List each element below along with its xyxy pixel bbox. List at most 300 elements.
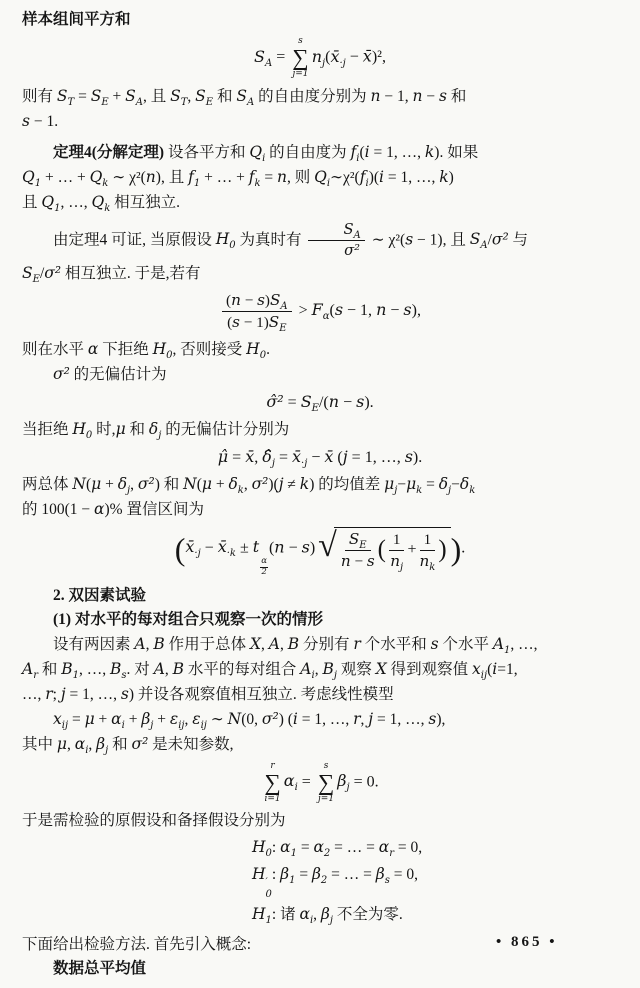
text-fragment: :: [271, 838, 281, 856]
proof-line-2: [22, 261, 618, 286]
text-fragment: +: [407, 541, 417, 559]
text-fragment: +: [94, 710, 112, 728]
math-variable: $\alpha_i$: [74, 734, 89, 756]
text-fragment: 1: [392, 530, 401, 548]
math-variable: $\mu_j$: [384, 474, 398, 496]
text-fragment: ,: [66, 735, 75, 753]
math-variable: k: [424, 142, 435, 161]
text-fragment: 1: [423, 530, 432, 548]
math-variable: n: [340, 551, 351, 570]
text-fragment: ) (: [278, 710, 293, 728]
text-reject-h0-estimates: [22, 417, 618, 442]
text-fragment: 不全为零.: [332, 905, 403, 923]
math-variable: $x̄_{\cdot j}$: [292, 446, 308, 469]
text-fragment: (: [487, 660, 493, 678]
text-fragment: 水平的每对组合: [184, 660, 301, 678]
math-variable: s: [334, 299, 344, 319]
text-fragment: ,: [164, 660, 173, 678]
math-variable: i: [379, 167, 384, 186]
math-variable: s: [257, 290, 265, 309]
math-variable: x̄: [245, 446, 255, 466]
text-fragment: ,: [184, 710, 193, 728]
math-variable: $S_A$: [269, 290, 288, 312]
text-fragment: =: [274, 448, 292, 466]
math-variable: n: [277, 167, 287, 186]
math-variable: N: [183, 474, 197, 493]
text-fragment: = … =: [327, 865, 376, 883]
fraction: [389, 530, 405, 571]
page-number: • 865 •: [496, 934, 558, 950]
math-variable: n: [370, 86, 381, 105]
heading-two-factor-experiment: [22, 584, 618, 608]
para-two-factors-line-3: [22, 682, 618, 707]
math-variable: s: [403, 299, 412, 319]
text-fragment: (0,: [241, 710, 262, 728]
text-confidence-interval-label: [22, 497, 618, 522]
math-variable: $Q_1$: [22, 167, 42, 189]
text-fragment: , 否则接受: [172, 340, 247, 358]
math-variable: σ²: [261, 709, 279, 728]
math-variable: $n_k$: [419, 551, 436, 573]
text-fragment: (: [268, 539, 275, 557]
text-fragment: = 0.: [349, 773, 379, 791]
text-fragment: 设有两因素: [53, 635, 135, 653]
math-variable: $x̄_{\cdot j}$: [330, 46, 346, 69]
text-fragment: ): [450, 530, 462, 567]
heading-single-observation-case: [22, 608, 618, 632]
math-variable: $\beta_s$: [375, 864, 390, 886]
para-two-factors-line-1: [22, 632, 618, 657]
text-two-populations: [22, 472, 618, 497]
text-fragment: /: [39, 264, 45, 282]
text-fragment: : 诸: [271, 905, 300, 923]
math-variable: $Q_i$: [314, 167, 331, 189]
text-fragment: − 1): [239, 313, 269, 331]
theorem4-line-1: [22, 140, 618, 165]
text-fragment: .: [266, 340, 270, 358]
math-variable: $\beta_j$: [141, 709, 154, 731]
text-fragment: ;: [52, 685, 61, 703]
math-variable: $\alpha_i$: [299, 904, 314, 926]
text-fragment: +: [108, 87, 126, 105]
math-variable: $Q_k$: [91, 192, 111, 214]
math-variable: μ: [115, 419, 126, 438]
math-variable: k: [299, 474, 310, 493]
math-variable: $f_k$: [248, 167, 261, 189]
math-variable: s: [22, 111, 30, 130]
text-fragment: /(: [318, 393, 329, 411]
text-fragment: =: [74, 87, 91, 105]
text-fragment: , 且: [142, 87, 171, 105]
formula-h0-alpha: [22, 835, 618, 860]
math-variable: $S_E$: [348, 529, 367, 551]
math-variable: $\varepsilon_{ij}$: [169, 709, 185, 731]
text-fragment: (: [226, 291, 232, 309]
math-variable: A: [268, 634, 280, 653]
text-fragment: (: [359, 143, 365, 161]
math-variable: $\deltâ_j$: [262, 446, 275, 469]
text-fragment: 下拒绝: [98, 340, 153, 358]
math-variable: $S_E$: [268, 312, 287, 334]
page-content: [22, 8, 618, 981]
text-fragment: =: [272, 48, 290, 66]
math-variable: $H_0$: [252, 837, 272, 859]
bold-text-fragment: (1) 对水平的每对组合只观察一次的情形: [53, 610, 323, 628]
math-variable: n: [376, 299, 387, 319]
text-fragment: −: [350, 552, 367, 570]
text-fragment: =: [228, 448, 246, 466]
text-fragment: −: [422, 87, 439, 105]
math-variable: $S_T$: [170, 86, 188, 108]
text-fragment: − 1,: [343, 301, 377, 319]
text-fragment: ,: [261, 635, 269, 653]
math-variable: $\beta_2$: [311, 864, 328, 886]
text-fragment: 且: [22, 193, 42, 211]
text-fragment: , …,: [510, 635, 538, 653]
text-fragment: = 0,: [389, 865, 418, 883]
formula-h1: [22, 902, 618, 927]
text-fragment: ).: [412, 448, 423, 466]
math-variable: H ′ 0: [252, 864, 272, 900]
text-fragment: =: [295, 865, 312, 883]
theorem4-line-3: [22, 190, 618, 215]
math-variable: $x_{ij}$: [472, 659, 488, 681]
math-variable: s: [301, 537, 310, 557]
math-variable: $\mu_k$: [406, 474, 423, 496]
math-variable: $A_1$: [492, 634, 511, 656]
math-variable: $S_A$: [343, 220, 361, 241]
text-fragment: …,: [22, 685, 46, 703]
text-fragment: −: [284, 539, 302, 557]
text-fragment: +: [124, 710, 142, 728]
text-fragment: =1,: [497, 660, 518, 678]
text-fragment: −: [397, 475, 407, 493]
formula-h0-prime-beta: [22, 862, 618, 900]
text-fragment: ).: [364, 393, 374, 411]
math-variable: $\delta_k$: [228, 474, 244, 496]
text-fragment: ), 且: [155, 168, 189, 186]
math-variable: σ²: [44, 263, 62, 282]
text-fragment: ) 和: [154, 475, 184, 493]
text-fragment: (: [333, 448, 343, 466]
math-variable: $\alpha_i$: [111, 709, 125, 731]
math-variable: $S_A$: [125, 86, 143, 108]
math-variable: n: [412, 86, 423, 105]
text-fragment: /: [487, 231, 492, 249]
math-variable: $\beta_j$: [96, 734, 109, 756]
text-fragment: = 1, …,: [65, 685, 121, 703]
math-variable: $H_0$: [215, 230, 236, 252]
math-variable: σ²: [137, 474, 155, 493]
math-variable: $Q_i$: [249, 142, 266, 164]
text-fragment: ,: [130, 475, 138, 493]
formula-linear-model: [22, 707, 618, 732]
text-fragment: , …,: [79, 660, 111, 678]
formula-sigma-hat: [22, 392, 618, 412]
math-variable: $Q_k$: [89, 167, 109, 189]
math-variable: μ̂: [217, 446, 229, 466]
math-variable: i: [364, 142, 370, 161]
math-variable: $\alpha_2$: [313, 837, 331, 859]
text-fragment: 为真时有: [235, 231, 306, 249]
formula-f-test: [22, 291, 618, 332]
text-fragment: 观察: [336, 660, 376, 678]
math-variable: s: [366, 551, 375, 570]
text-fragment: 和: [213, 87, 237, 105]
text-fragment: =: [422, 475, 439, 493]
text-fragment: ,: [314, 660, 323, 678]
math-variable: N: [72, 474, 86, 493]
math-variable: i: [492, 659, 498, 678]
text-unbiased-estimate-sigma: [22, 362, 618, 387]
text-fragment: − 1), 且: [413, 231, 470, 249]
text-fragment: − 1,: [380, 87, 413, 105]
math-variable: x̄: [324, 446, 334, 466]
bold-text-fragment: 2. 双因素试验: [53, 586, 147, 604]
math-variable: A: [134, 634, 146, 653]
math-variable: $B_1$: [61, 659, 80, 681]
text-fragment: 个水平: [438, 635, 493, 653]
math-variable: $S_E$: [300, 391, 319, 414]
text-fragment: = 1, …,: [297, 710, 354, 728]
math-variable: σ²: [131, 734, 149, 753]
math-variable: A: [153, 659, 165, 678]
radical-icon: √: [318, 526, 337, 564]
math-variable: s: [232, 312, 240, 331]
text-fragment: 是未知参数,: [148, 735, 234, 753]
text-fragment: =: [297, 773, 315, 791]
text-fragment: )(: [268, 475, 279, 493]
text-fragment: (: [174, 530, 186, 567]
bold-text-fragment: 样本组间平方和: [22, 11, 131, 28]
text-fragment: ∼χ²(: [330, 168, 360, 186]
text-hypotheses-intro: [22, 809, 618, 833]
math-variable: B: [153, 634, 165, 653]
text-fragment: ,: [187, 87, 196, 105]
math-variable: $B_s$: [110, 659, 127, 681]
text-fragment: ): [438, 535, 447, 563]
theorem4-line-2: [22, 165, 618, 190]
text-fragment: −: [339, 393, 357, 411]
text-fragment: )% 置信区间为: [104, 500, 204, 518]
text-fragment: 相互独立.: [110, 193, 181, 211]
text-fragment: )(: [368, 168, 380, 186]
text-fragment: =: [283, 393, 301, 411]
math-variable: $\delta_j$: [148, 419, 162, 441]
text-fragment: −: [451, 475, 460, 493]
text-fragment: 于是需检验的原假设和备择假设分别为: [22, 811, 286, 829]
math-variable: X: [250, 634, 262, 653]
math-variable: j: [342, 446, 348, 466]
text-fragment: 的无偏估计分别为: [161, 420, 290, 438]
text-fragment: (: [325, 48, 331, 66]
math-variable: k: [439, 167, 449, 186]
text-fragment: 和: [446, 87, 467, 105]
summation-sign: s ∑ j=1: [292, 36, 309, 79]
text-fragment: 的 100(1 −: [22, 500, 95, 518]
text-fragment: 设各平方和: [164, 143, 250, 161]
text-fragment: ,: [88, 735, 97, 753]
math-variable: N: [227, 709, 242, 728]
text-fragment: =: [68, 710, 85, 728]
fraction: [420, 530, 436, 571]
math-variable: σ²: [491, 230, 509, 249]
math-variable: $S_E$: [22, 263, 40, 285]
fraction: [308, 221, 364, 261]
text-fragment: + … +: [200, 168, 249, 186]
text-fragment: +: [153, 710, 170, 728]
text-fragment: (: [196, 475, 202, 493]
formula-mu-delta-hat: [22, 447, 618, 467]
math-variable: $S_E$: [90, 86, 109, 108]
text-fragment: 则在水平: [22, 340, 88, 358]
math-variable: X: [375, 659, 387, 678]
math-variable: $H_1$: [252, 904, 272, 926]
text-fragment: 由定理4 可证, 当原假设: [53, 231, 216, 249]
math-variable: $f_1$: [188, 167, 201, 189]
text-fragment: ): [448, 168, 454, 186]
math-variable: $x̄_{\cdot j}$: [185, 537, 201, 560]
math-variable: $S_E$: [195, 86, 214, 108]
text-fragment: +: [211, 475, 229, 493]
math-variable: $f_i$: [350, 142, 360, 164]
math-variable: B: [287, 634, 300, 653]
math-variable: $\alpha_i$: [283, 771, 298, 794]
text-fragment: 当拒绝: [22, 420, 73, 438]
math-variable: $H_0$: [246, 339, 267, 361]
text-fragment: ) 并设各观察值相互独立. 考虑线性模型: [128, 685, 394, 703]
text-fragment: 与: [508, 231, 529, 249]
math-variable: $\beta_1$: [280, 864, 296, 886]
math-variable: s: [356, 391, 365, 411]
math-variable: j: [278, 474, 284, 493]
math-variable: $S_A$: [254, 46, 273, 69]
text-fragment: 的自由度分别为: [254, 87, 371, 105]
math-variable: $x_{ij}$: [53, 709, 69, 731]
bold-text-fragment: 数据总平均值: [53, 959, 147, 977]
math-variable: s: [405, 230, 414, 249]
text-fragment: ,: [254, 448, 263, 466]
text-fragment: ∼: [206, 710, 228, 728]
text-fragment: ,: [243, 475, 252, 493]
text-fragment: ) 的均值差: [309, 475, 385, 493]
text-reject-rule: [22, 337, 618, 362]
fraction: [222, 291, 292, 332]
math-variable: s: [430, 634, 439, 653]
math-variable: $S_T$: [56, 86, 75, 108]
math-variable: B: [172, 659, 185, 678]
text-fragment: −: [345, 48, 363, 66]
math-variable: s: [404, 446, 413, 466]
proof-line-1: [22, 221, 618, 261]
text-fragment: ,: [145, 635, 154, 653]
text-fragment: −: [200, 539, 218, 557]
text-fragment: = 1, …,: [347, 448, 405, 466]
math-variable: i: [292, 709, 298, 728]
math-variable: s: [120, 684, 129, 703]
math-variable: $f_i$: [359, 167, 369, 189]
text-fragment: .: [461, 539, 466, 557]
math-variable: $S_A$: [469, 230, 488, 252]
math-variable: r: [353, 709, 361, 728]
text-fragment: −: [307, 448, 325, 466]
math-variable: $\beta_j$: [337, 771, 350, 794]
math-variable: $S_A$: [236, 86, 255, 108]
math-variable: $A_r$: [22, 659, 38, 681]
text-fragment: . 对: [126, 660, 154, 678]
math-variable: μ: [84, 709, 95, 728]
text-fragment: 下面给出检验方法. 首先引入概念:: [22, 935, 252, 953]
text-fragment: ∼ χ²(: [108, 168, 146, 186]
heading-between-group-sum-of-squares: [22, 8, 618, 32]
math-variable: $H_0$: [72, 419, 93, 441]
math-variable: $\alpha_r$: [378, 837, 395, 859]
math-variable: s: [438, 86, 447, 105]
text-fragment: −: [240, 291, 258, 309]
math-variable: $H_0$: [152, 339, 173, 361]
text-fragment: :: [271, 865, 281, 883]
text-fragment: ),: [411, 301, 421, 319]
text-fragment: ∼ χ²(: [367, 231, 406, 249]
text-degrees-of-freedom-2: [22, 109, 618, 134]
math-variable: $\delta_j$: [117, 474, 131, 496]
math-variable: r: [45, 684, 53, 703]
text-fragment: ). 如果: [434, 143, 479, 161]
math-variable: j: [60, 684, 66, 703]
text-fragment: − 1.: [29, 112, 59, 130]
text-degrees-of-freedom-1: [22, 84, 618, 109]
text-fragment: ),: [436, 710, 446, 728]
math-variable: $B_j$: [322, 659, 337, 681]
text-fragment: 两总体: [22, 475, 73, 493]
math-variable: $n_j$: [390, 551, 404, 573]
math-variable: n: [231, 290, 241, 309]
text-unknown-parameters: [22, 732, 618, 757]
math-variable: σ²: [344, 242, 361, 260]
square-root: [318, 527, 450, 571]
text-fragment: 其中: [22, 735, 57, 753]
summation-sign: r ∑ i=1: [264, 760, 281, 804]
text-fragment: 和: [37, 660, 62, 678]
formula-sum-constraints: [22, 762, 618, 804]
math-variable: $\varepsilon_{ij}$: [192, 709, 207, 731]
math-variable: $\delta_k$: [459, 474, 476, 496]
math-variable: σ̂²: [266, 391, 284, 411]
text-fragment: (: [377, 535, 386, 563]
text-fragment: , …,: [60, 193, 92, 211]
math-variable: α: [94, 499, 105, 518]
text-fragment: = 1, …,: [369, 143, 425, 161]
math-variable: t $\frac{\alpha}{2}$: [252, 537, 267, 578]
formula-confidence-interval: [22, 527, 618, 578]
text-fragment: ,: [280, 635, 288, 653]
math-variable: σ²: [53, 364, 70, 383]
text-fragment: = 1, …,: [383, 168, 440, 186]
math-variable: $\alpha_1$: [280, 837, 297, 859]
text-fragment: )²,: [371, 48, 386, 66]
math-variable: $\beta_j$: [320, 904, 333, 926]
text-fragment: ,: [360, 710, 369, 728]
math-variable: n: [145, 167, 156, 186]
text-fragment: 相互独立. 于是,若有: [61, 264, 201, 282]
text-fragment: ): [309, 539, 316, 557]
math-variable: $x̄_{\cdot k}$: [217, 537, 236, 560]
math-variable: $n_j$: [311, 46, 326, 69]
text-fragment: (: [329, 301, 335, 319]
math-variable: n: [274, 537, 285, 557]
para-two-factors-line-2: [22, 657, 618, 682]
math-variable: μ: [56, 734, 67, 753]
